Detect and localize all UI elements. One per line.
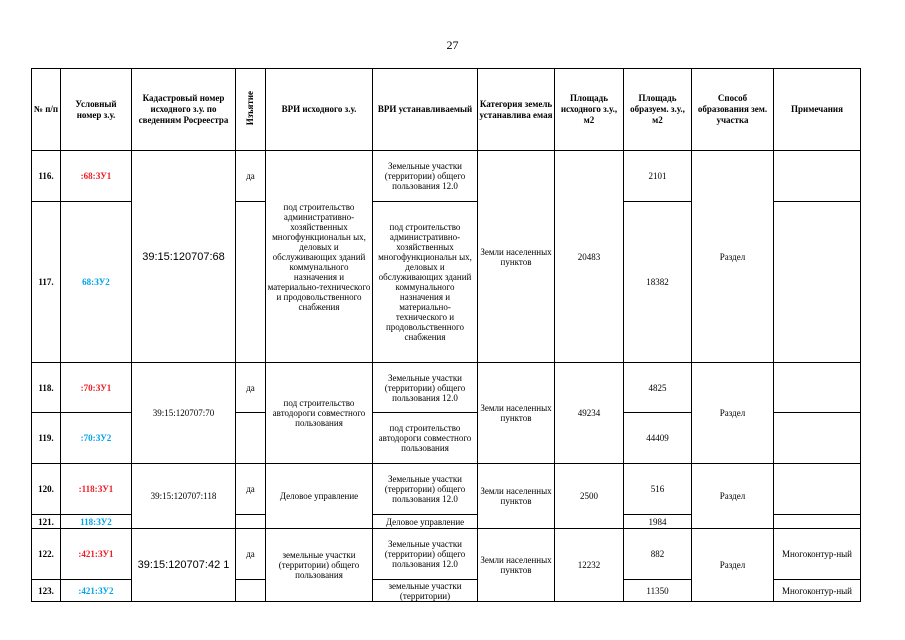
area-source: 49234: [555, 363, 624, 464]
land-category: Земли населенных пунктов: [478, 363, 555, 464]
header-method: Способ образования зем. участка: [692, 69, 774, 151]
note-cell: Многоконтур-ный: [774, 529, 861, 580]
header-area-new: Площадь образуем. з.у., м2: [624, 69, 692, 151]
note-cell: [774, 202, 861, 363]
withdrawal-cell: да: [236, 464, 266, 515]
note-cell: [774, 363, 861, 413]
cadastral-number: 39:15:120707:68: [132, 151, 236, 363]
vri-set: Земельные участки (территории) общего пользования 12.0: [373, 363, 478, 413]
header-area-source: Площадь исходного з.у., м2: [555, 69, 624, 151]
note-cell: [774, 413, 861, 464]
withdrawal-cell: [236, 580, 266, 602]
withdrawal-cell: [236, 515, 266, 529]
withdrawal-cell: да: [236, 529, 266, 580]
vri-source: земельные участки (территории) общего пользования: [266, 529, 373, 602]
row-num: 120.: [32, 464, 61, 515]
area-new: 44409: [624, 413, 692, 464]
area-source: 2500: [555, 464, 624, 529]
area-source: 20483: [555, 151, 624, 363]
header-withdrawal: [236, 69, 266, 151]
area-new: 1984: [624, 515, 692, 529]
area-new: 516: [624, 464, 692, 515]
vri-set: под строительство автодороги совместного пользования: [373, 413, 478, 464]
row-num: 119.: [32, 413, 61, 464]
vri-set: Земельные участки (территории) общего пользования 12.0: [373, 529, 478, 580]
withdrawal-cell: [236, 413, 266, 464]
formation-method: Раздел: [692, 464, 774, 529]
cond-number: 68:ЗУ2: [61, 202, 132, 363]
cond-number: :421:ЗУ1: [61, 529, 132, 580]
header-num: № п/п: [32, 69, 61, 151]
area-new: 11350: [624, 580, 692, 602]
vri-source: под строительство административно-хозяйственных многофункциональн ых, деловых и обслуживающих зданий коммунального назначения и материально-технического и продовольственного снабжения: [266, 151, 373, 363]
withdrawal-cell: [236, 202, 266, 363]
cond-number: :70:ЗУ1: [61, 363, 132, 413]
vri-set: под строительство административно-хозяйственных многофункциональн ых, деловых и обслуживающих зданий коммунального назначения и материально-технического и продовольственного снабжения: [373, 202, 478, 363]
land-category: Земли населенных пунктов: [478, 529, 555, 602]
area-source: 12232: [555, 529, 624, 602]
land-category: Земли населенных пунктов: [478, 151, 555, 363]
vri-source: Деловое управление: [266, 464, 373, 529]
header-notes: Примечания: [774, 69, 861, 151]
vri-set: Земельные участки (территории) общего пользования 12.0: [373, 151, 478, 202]
withdrawal-cell: да: [236, 363, 266, 413]
formation-method: Раздел: [692, 529, 774, 602]
note-cell: [774, 464, 861, 515]
area-new: 18382: [624, 202, 692, 363]
vri-set: Земельные участки (территории) общего пользования 12.0: [373, 464, 478, 515]
page-number: 27: [446, 38, 459, 52]
cadastral-number: 39:15:120707:118: [132, 464, 236, 529]
cond-number: :70:ЗУ2: [61, 413, 132, 464]
land-plots-table: [31, 68, 861, 602]
row-num: 116.: [32, 151, 61, 202]
table-row: [32, 363, 861, 413]
cadastral-number: 39:15:120707:70: [132, 363, 236, 464]
header-vri-source: ВРИ исходного з.у.: [266, 69, 373, 151]
row-num: 118.: [32, 363, 61, 413]
table-row: [32, 151, 861, 202]
cond-number: :68:ЗУ1: [61, 151, 132, 202]
vri-source: под строительство автодороги совместного пользования: [266, 363, 373, 464]
area-new: 4825: [624, 363, 692, 413]
cond-number: :118:ЗУ1: [61, 464, 132, 515]
header-cond-num: Условный номер з.у.: [61, 69, 132, 151]
formation-method: Раздел: [692, 363, 774, 464]
header-category: Категория земель устанавлива емая: [478, 69, 555, 151]
row-num: 121.: [32, 515, 61, 529]
withdrawal-cell: да: [236, 151, 266, 202]
table-row: [32, 529, 861, 580]
header-vri-set: ВРИ устанавливаемый: [373, 69, 478, 151]
header-withdrawal-label: Изъятие: [245, 90, 255, 126]
row-num: 117.: [32, 202, 61, 363]
note-cell: [774, 151, 861, 202]
formation-method: Раздел: [692, 151, 774, 363]
vri-set: земельные участки (территории): [373, 580, 478, 602]
row-num: 123.: [32, 580, 61, 602]
row-num: 122.: [32, 529, 61, 580]
area-new: 2101: [624, 151, 692, 202]
land-category: Земли населенных пунктов: [478, 464, 555, 529]
note-cell: [774, 515, 861, 529]
cadastral-number: 39:15:120707:42 1: [132, 529, 236, 602]
cond-number: :421:ЗУ2: [61, 580, 132, 602]
cond-number: 118:ЗУ2: [61, 515, 132, 529]
header-cadastral: Кадастровый номер исходного з.у. по сведениям Росреестра: [132, 69, 236, 151]
table-row: [32, 464, 861, 515]
note-cell: Многоконтур-ный: [774, 580, 861, 602]
area-new: 882: [624, 529, 692, 580]
vri-set: Деловое управление: [373, 515, 478, 529]
header-row: [32, 69, 861, 151]
